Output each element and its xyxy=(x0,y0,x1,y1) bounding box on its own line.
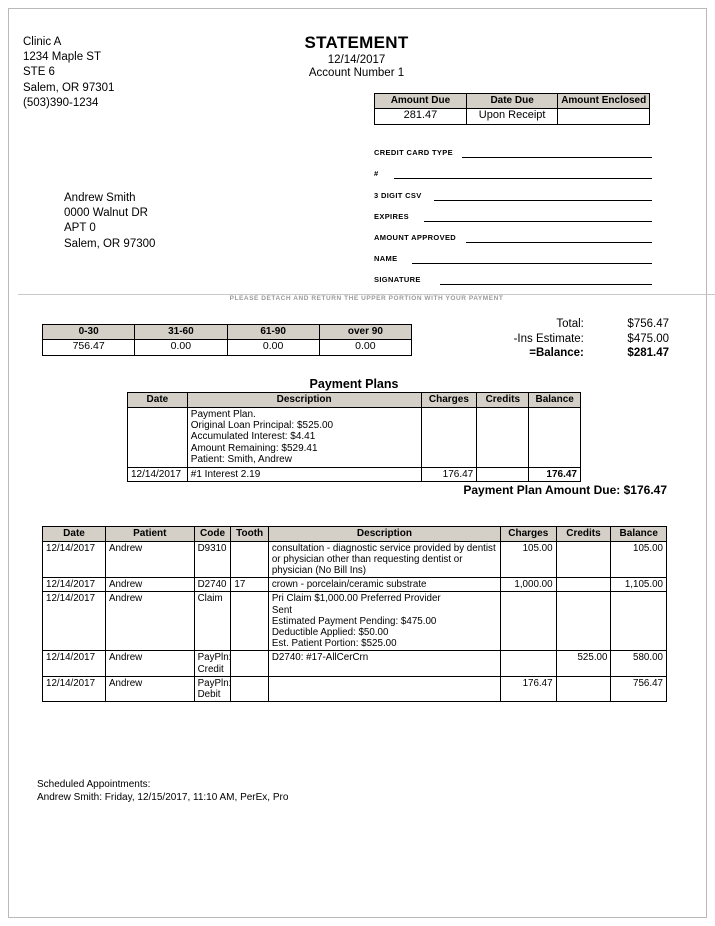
payment-plans-cell xyxy=(477,467,529,481)
table-body xyxy=(128,407,581,481)
payment-plans-cell: Payment Plan. Original Loan Principal: $525.00 Accumulated Interest: $4.41 Amount Remaining: $529.41 Patient: Smith, Andrew xyxy=(187,407,421,467)
ledger-cell: 105.00 xyxy=(501,541,557,578)
account-number: Account Number 1 xyxy=(308,67,405,79)
totals-value: $281.47 xyxy=(627,347,669,360)
ledger-cell xyxy=(231,541,268,578)
patient-address-line: Salem, OR 97300 xyxy=(64,237,156,250)
ledger-header-cell: Description xyxy=(268,527,500,542)
ledger-cell: 12/14/2017 xyxy=(43,676,106,701)
patient-address-block xyxy=(64,191,155,252)
credit-card-field-label: # xyxy=(374,169,379,179)
clinic-address-line: (503)390-1234 xyxy=(23,96,99,109)
credit-card-field-label: CREDIT CARD TYPE xyxy=(374,148,453,158)
credit-card-field-row xyxy=(374,203,652,224)
ledger-table xyxy=(42,526,667,702)
table-row xyxy=(43,676,667,701)
clinic-address-line: 1234 Maple ST xyxy=(23,51,101,64)
table-row xyxy=(43,578,667,592)
table-row xyxy=(43,592,667,651)
payment-plans-cell xyxy=(421,407,477,467)
table-row xyxy=(375,108,650,124)
credit-card-field-input[interactable] xyxy=(394,178,652,179)
ledger-cell: PayPln: Credit xyxy=(194,651,231,676)
totals-row xyxy=(489,317,669,332)
ledger-header-cell: Code xyxy=(194,527,231,542)
credit-card-field-row xyxy=(374,224,652,245)
patient-address-line: APT 0 xyxy=(64,222,96,235)
clinic-address-line: STE 6 xyxy=(23,66,55,79)
credit-card-field-input[interactable] xyxy=(434,200,652,201)
ledger-cell: 12/14/2017 xyxy=(43,541,106,578)
ledger-header-cell: Date xyxy=(43,527,106,542)
ledger-cell: 525.00 xyxy=(556,651,611,676)
clinic-address-line: Salem, OR 97301 xyxy=(23,81,115,94)
credit-card-field-input[interactable] xyxy=(466,242,652,243)
ledger-cell xyxy=(231,676,268,701)
ledger-cell: 12/14/2017 xyxy=(43,651,106,676)
credit-card-field-input[interactable] xyxy=(412,263,652,264)
totals-label: Total: xyxy=(556,318,584,330)
credit-card-field-input[interactable] xyxy=(440,284,652,285)
ledger-cell xyxy=(556,592,611,651)
ledger-cell xyxy=(556,676,611,701)
payment-plans-cell: 176.47 xyxy=(529,467,581,481)
ledger-cell: 105.00 xyxy=(611,541,667,578)
clinic-address-line: Clinic A xyxy=(23,36,62,48)
aging-header-cell: over 90 xyxy=(319,325,411,340)
payment-plans-cell: #1 Interest 2.19 xyxy=(187,467,421,481)
credit-card-field-input[interactable] xyxy=(462,157,652,158)
payment-plans-cell: 176.47 xyxy=(421,467,477,481)
credit-card-field-label: NAME xyxy=(374,254,398,264)
amount-due-cell: Upon Receipt xyxy=(466,108,558,124)
totals-row xyxy=(489,332,669,347)
ledger-cell: D9310 xyxy=(194,541,231,578)
totals-label: -Ins Estimate: xyxy=(513,332,584,345)
amount-due-header-cell: Amount Due xyxy=(375,94,467,109)
payment-plans-header-cell: Date xyxy=(128,393,188,408)
ledger-cell: D2740 xyxy=(194,578,231,592)
table-row xyxy=(43,651,667,676)
page-sheet xyxy=(8,8,707,918)
table-row xyxy=(128,407,581,467)
ledger-cell: 176.47 xyxy=(501,676,557,701)
ledger-cell: Andrew xyxy=(106,541,195,578)
ledger-header-cell: Credits xyxy=(556,527,611,542)
table-header-row xyxy=(128,393,581,408)
appointments-heading: Scheduled Appointments: xyxy=(37,779,151,790)
totals-value: $475.00 xyxy=(627,332,669,345)
ledger-cell xyxy=(501,592,557,651)
appointment-entry: Andrew Smith: Friday, 12/15/2017, 11:10 AM, PerEx, Pro xyxy=(37,792,289,804)
credit-card-field-label: EXPIRES xyxy=(374,211,409,221)
credit-card-field-row xyxy=(374,139,652,160)
table-header-row xyxy=(43,325,412,340)
aging-header-cell: 61-90 xyxy=(227,325,319,340)
ledger-cell: D2740: #17-AllCerCrn xyxy=(268,651,500,676)
ledger-cell: crown - porcelain/ceramic substrate xyxy=(268,578,500,592)
payment-plans-cell xyxy=(128,407,188,467)
payment-plan-amount-due: Payment Plan Amount Due: $176.47 xyxy=(463,483,667,497)
ledger-cell: consultation - diagnostic service provided by dentist or physician other than requesting dentist or physician (No Bill Ins) xyxy=(268,541,500,578)
table-row xyxy=(43,339,412,355)
ledger-cell: 12/14/2017 xyxy=(43,578,106,592)
payment-plans-cell xyxy=(477,407,529,467)
totals-row xyxy=(489,346,669,361)
ledger-cell xyxy=(268,676,500,701)
totals-value: $756.47 xyxy=(627,318,669,330)
aging-header-cell: 0-30 xyxy=(43,325,135,340)
ledger-cell: Andrew xyxy=(106,592,195,651)
credit-card-field-row xyxy=(374,181,652,202)
patient-address-line: Andrew Smith xyxy=(64,192,136,204)
totals-label: =Balance: xyxy=(529,347,584,360)
amount-due-cell xyxy=(558,108,650,124)
payment-plans-header-cell: Balance xyxy=(529,393,581,408)
payment-plans-cell xyxy=(529,407,581,467)
credit-card-field-label: SIGNATURE xyxy=(374,275,421,285)
ledger-header-cell: Tooth xyxy=(231,527,268,542)
patient-address-line: 0000 Walnut DR xyxy=(64,207,148,220)
table-row xyxy=(128,467,581,481)
credit-card-field-row xyxy=(374,160,652,181)
payment-plans-header-cell: Credits xyxy=(477,393,529,408)
ledger-cell xyxy=(231,651,268,676)
credit-card-field-label: AMOUNT APPROVED xyxy=(374,232,457,242)
aging-cell: 0.00 xyxy=(135,339,227,355)
table-row xyxy=(43,541,667,578)
ledger-cell: Claim xyxy=(194,592,231,651)
totals-summary xyxy=(489,317,669,361)
credit-card-field-row xyxy=(374,266,652,287)
ledger-header-cell: Balance xyxy=(611,527,667,542)
amount-due-cell: 281.47 xyxy=(375,108,467,124)
table-header-row xyxy=(43,527,667,542)
ledger-cell: 756.47 xyxy=(611,676,667,701)
ledger-cell xyxy=(501,651,557,676)
ledger-cell: 580.00 xyxy=(611,651,667,676)
ledger-cell: PayPln: Debit xyxy=(194,676,231,701)
payment-plans-table xyxy=(127,392,581,482)
scheduled-appointments xyxy=(37,778,288,805)
amount-due-header-cell: Date Due xyxy=(466,94,558,109)
credit-card-field-row xyxy=(374,245,652,266)
ledger-cell xyxy=(231,592,268,651)
ledger-cell: Andrew xyxy=(106,676,195,701)
amount-due-header-cell: Amount Enclosed xyxy=(558,94,650,109)
ledger-cell: 1,105.00 xyxy=(611,578,667,592)
ledger-cell: Andrew xyxy=(106,651,195,676)
ledger-cell: Andrew xyxy=(106,578,195,592)
aging-cell: 0.00 xyxy=(319,339,411,355)
ledger-cell: 17 xyxy=(231,578,268,592)
payment-plans-header-cell: Description xyxy=(187,393,421,408)
payment-plans-title: Payment Plans xyxy=(309,377,399,391)
page-title: STATEMENT xyxy=(304,33,409,52)
payment-plans-cell: 12/14/2017 xyxy=(128,467,188,481)
credit-card-field-input[interactable] xyxy=(424,221,652,222)
table-body xyxy=(43,541,667,702)
ledger-cell: 12/14/2017 xyxy=(43,592,106,651)
ledger-cell xyxy=(611,592,667,651)
ledger-cell: Pri Claim $1,000.00 Preferred Provider Sent Estimated Payment Pending: $475.00 Deductible Applied: $50.00 Est. Patient Portion: $525.00 xyxy=(268,592,500,651)
ledger-header-cell: Charges xyxy=(501,527,557,542)
clinic-address-block xyxy=(23,35,114,111)
payment-plans-header-cell: Charges xyxy=(421,393,477,408)
credit-card-field-label: 3 DIGIT CSV xyxy=(374,190,422,200)
aging-cell: 756.47 xyxy=(43,339,135,355)
aging-header-cell: 31-60 xyxy=(135,325,227,340)
ledger-cell: 1,000.00 xyxy=(501,578,557,592)
aging-buckets-table xyxy=(42,324,412,356)
table-header-row xyxy=(375,94,650,109)
statement-date: 12/14/2017 xyxy=(327,54,386,66)
ledger-header-cell: Patient xyxy=(106,527,195,542)
aging-cell: 0.00 xyxy=(227,339,319,355)
ledger-cell xyxy=(556,578,611,592)
ledger-cell xyxy=(556,541,611,578)
credit-card-authorization-fields xyxy=(374,139,652,287)
amount-due-table xyxy=(374,93,650,125)
detach-notice: PLEASE DETACH AND RETURN THE UPPER PORTION WITH YOUR PAYMENT xyxy=(229,295,504,302)
